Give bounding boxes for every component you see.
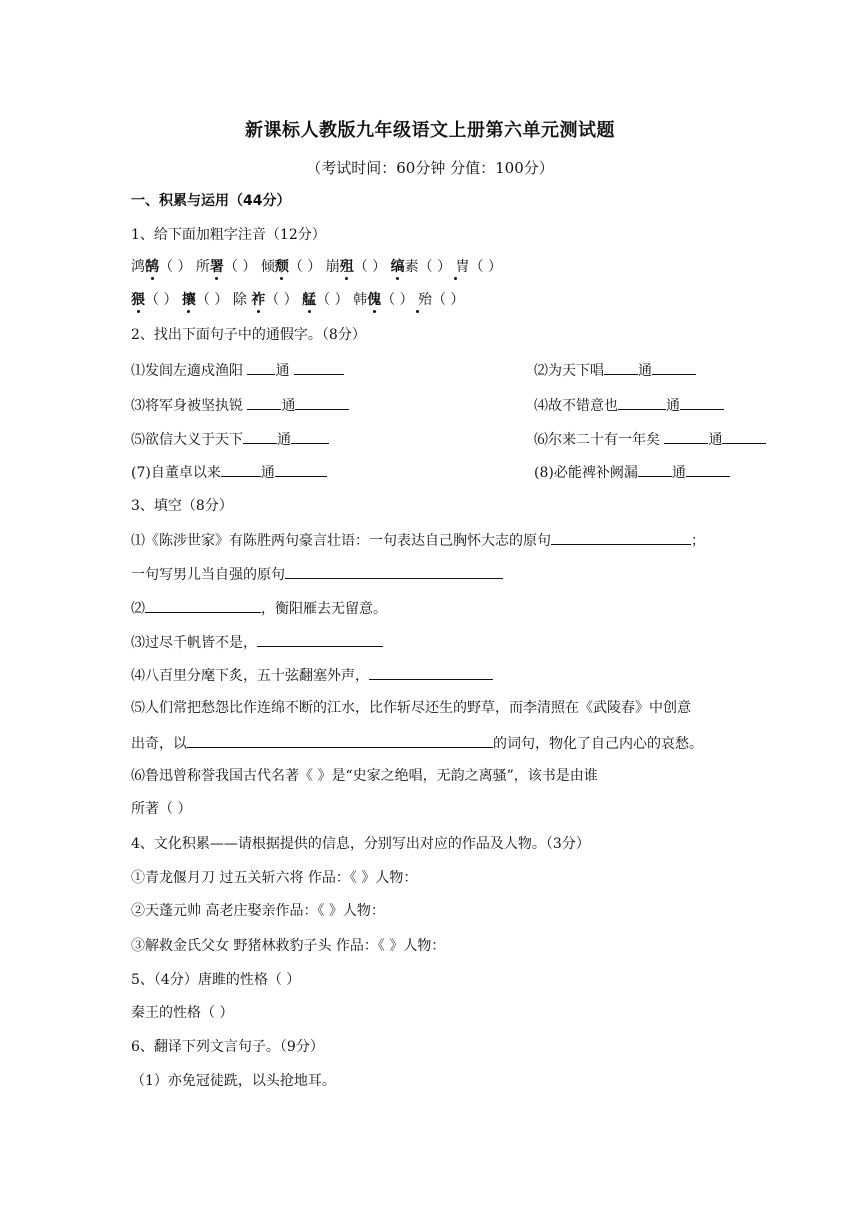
q2-row: (7)自董卓以来 通 (8)必能裨补阙漏 通 [131,462,731,483]
page-title: 新课标人教版九年级语文上册第六单元测试题 [245,120,615,141]
q6-heading: 6、翻译下列文言句子。（9分） [131,1039,324,1055]
q1-row-2 [131,290,464,310]
q6-line: （1）亦免冠徒跣，以头抢地耳。 [131,1073,336,1089]
q1-item: 倾颓（ ） [260,259,322,275]
q3-line: ⑹鲁迅曾称誉我国古代名著《 》是“史家之绝唱，无韵之离骚”，该书是由谁 [131,768,598,784]
q1-item: 除 祚（ ） [232,292,298,308]
q2-heading: 2、找出下面句子中的通假字。（8分） [131,327,366,343]
q1-item: 殆（ ） [417,292,465,308]
q3-heading: 3、填空（8分） [131,498,233,514]
q3-line: ⑵ ，衡阳雁去无留意。 [131,598,387,619]
q4-line: ③解救金氏父女 野猪林救豹子头 作品：《 》人物： [131,938,446,954]
q4-heading: 4、文化积累——请根据提供的信息，分别写出对应的作品及人物。（3分） [131,836,590,852]
q3-line: 所著（ ） [131,801,192,817]
q1-item: 攘（ ） [181,292,229,308]
q4-line: ②天蓬元帅 高老庄娶亲作品：《 》人物： [131,903,385,919]
q1-heading: 1、给下面加粗字注音（12分） [131,227,326,243]
q3-line: 一句写男儿当自强的原句 [131,564,503,585]
q1-item: 韩傀（ ） [353,292,414,308]
q1-item: 猥（ ） [131,292,178,308]
q3-line: 出奇，以 的词句，物化了自己内心的哀愁。 [131,733,703,754]
q3-line: ⑶过尽千帆皆不是， [131,632,383,653]
q1-item: 崩殂（ ） [325,259,387,275]
q2-row: ⑶将军身被坚执锐 通 ⑷故不错意也 通 [131,395,731,416]
q4-line: ①青龙偃月刀 过五关斩六将 作品：《 》人物： [131,870,418,886]
q3-line: ⑸人们常把愁怨比作连绵不断的江水，比作斩尽还生的野草，而李清照在《武陵春》中创意 [131,700,691,716]
section-heading: 一、积累与运用（44分） [131,193,291,209]
q2-row: ⑸欲信大义于天下 通 ⑹尔来二十有一年矣 通 [131,429,731,450]
q2-row: ⑴发闾左適戍渔阳 通 ⑵为天下唱 通 [131,360,731,381]
q1-row-1 [131,257,502,277]
q1-item: 鸿鹄（ ） [131,259,192,275]
q5-line: 秦王的性格（ ） [131,1005,234,1021]
exam-info: （考试时间：60分钟 分值：100分） [306,159,554,177]
q1-item: 艋（ ） [302,292,349,308]
q5-line: 5、（4分）唐雎的性格（ ） [131,972,301,988]
q1-item: 缟素（ ） [390,259,452,275]
q1-item: 所署（ ） [195,259,257,275]
q1-item: 冑（ ） [455,259,502,275]
q3-line: ⑷八百里分麾下炙，五十弦翻塞外声， [131,665,493,686]
q3-line: ⑴《陈涉世家》有陈胜两句豪言壮语：一句表达自己胸怀大志的原句 ； [131,530,705,551]
